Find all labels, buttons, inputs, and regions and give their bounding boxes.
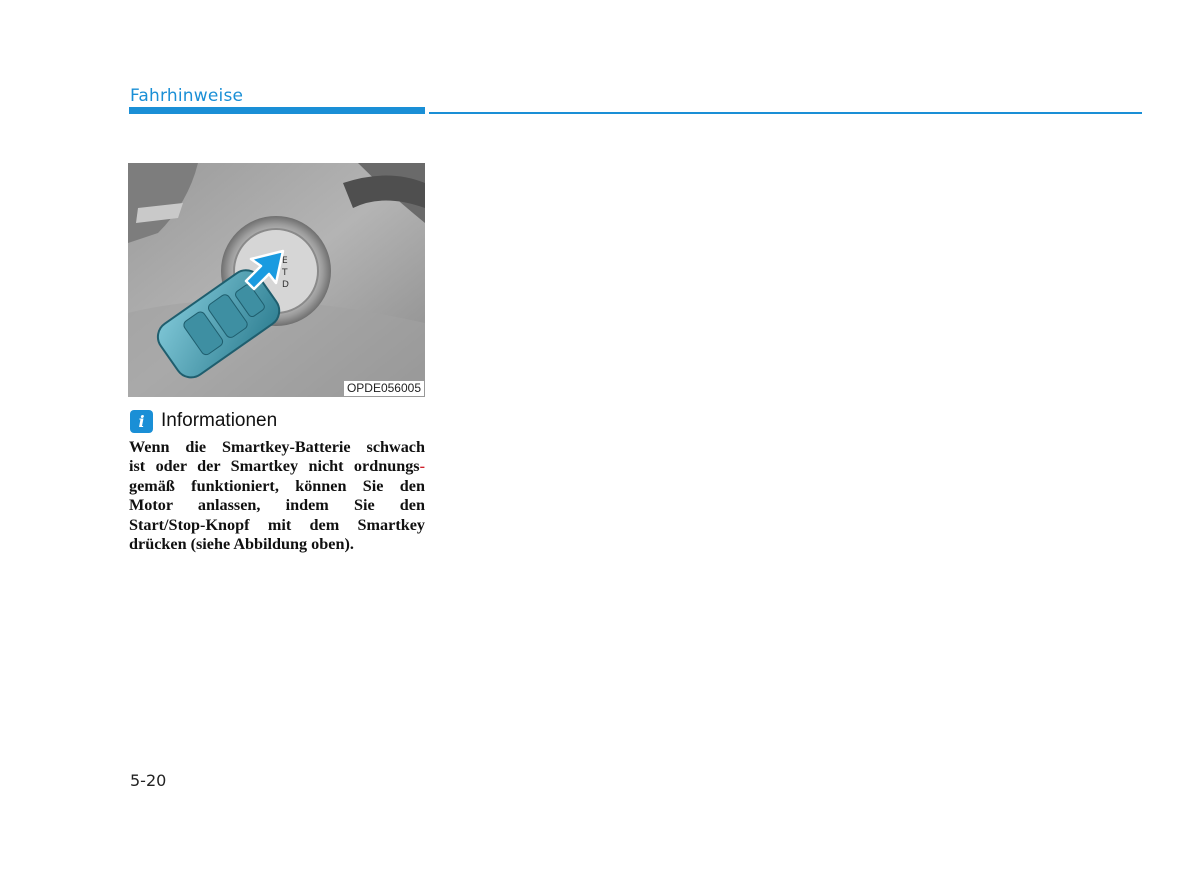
info-heading [130,409,277,433]
info-line: drücken (siehe Abbildung oben). [129,535,354,554]
svg-text:E: E [282,256,288,266]
info-line: Start/Stop-Knopf mit dem Smartkey [129,515,425,534]
info-line [129,457,425,476]
header-bar-thin [429,112,1142,114]
info-line-text: ist oder der Smartkey nicht ordnungs [129,457,420,476]
smartkey-illustration [128,163,425,397]
section-header-title: Fahrhinweise [130,86,244,106]
svg-text:D: D [282,280,289,290]
info-line: Wenn die Smartkey-Batterie schwach [129,438,425,456]
figure-code-label: OPDE056005 [344,381,424,396]
info-body [129,438,425,554]
info-title: Informationen [161,410,278,431]
hyphen-mark: - [419,457,425,476]
info-line: gemäß funktioniert, können Sie den [129,476,425,495]
svg-text:T: T [282,268,288,278]
info-icon: i [130,410,153,433]
header-bar-thick [129,107,425,114]
smartkey-start-button-drawing [128,163,425,397]
info-line: Motor anlassen, indem Sie den [129,496,425,515]
page-number: 5-20 [130,771,167,790]
